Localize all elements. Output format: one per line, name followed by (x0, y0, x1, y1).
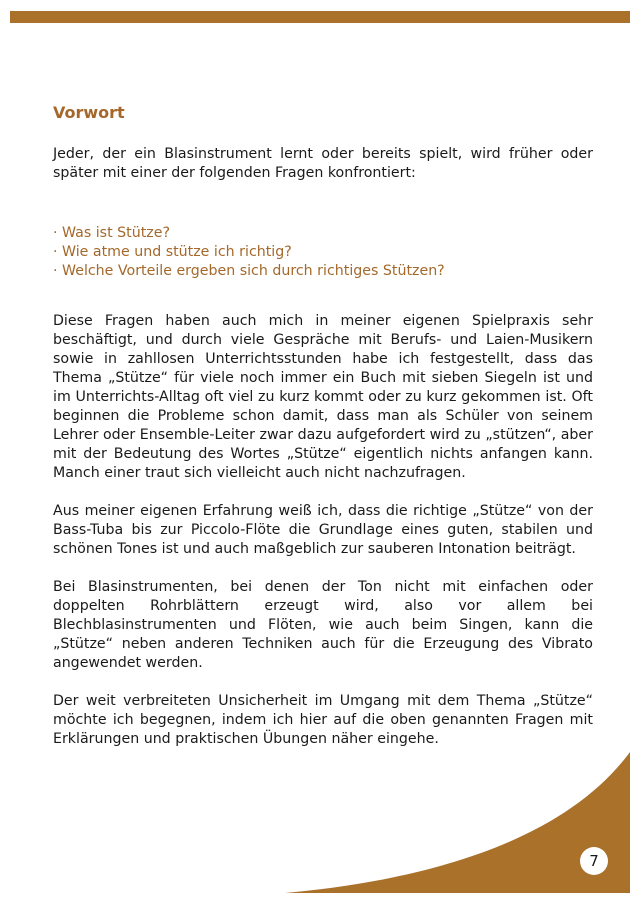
question-item: · Was ist Stütze? (53, 225, 170, 241)
question-item: · Wie atme und stütze ich richtig? (53, 244, 292, 260)
page-title: Vorwort (53, 103, 125, 122)
question-item: · Welche Vorteile ergeben sich durch richtiges Stützen? (53, 263, 445, 279)
body-paragraph: Bei Blasinstrumenten, bei denen der Ton nicht mit einfachen oder doppelten Rohrblättern erzeugt wird, also vor allem bei Blechblasinstrumenten und Flöten, wie auch beim Singen, kann die „Stütze“ neben anderen Techniken auch für die Erzeugung des Vibrato angewendet werden. (53, 579, 593, 671)
body-paragraph: Der weit verbreiteten Unsicherheit im Umgang mit dem Thema „Stütze“ möchte ich begegnen, indem ich hier auf die oben genannten Fragen mit Erklärungen und praktischen Übungen näher eingehe. (53, 693, 593, 747)
body-paragraph: Diese Fragen haben auch mich in meiner eigenen Spielpraxis sehr beschäftigt, und durch viele Gespräche mit Berufs- und Laien-Musikern sowie in zahllosen Unterrichtsstunden habe ich festgestellt, dass das Thema „Stütze“ für viele noch immer ein Buch mit sieben Siegeln ist und im Unterrichts-Alltag oft viel zu kurz kommt oder zu kurz gekommen ist. Oft beginnen die Probleme schon damit, dass man als Schüler von seinem Lehrer oder Ensemble-Leiter zwar dazu aufgefordert wird zu „stützen“, aber mit der Bedeutung des Wortes „Stütze“ eigentlich nichts anfangen kann. Manch einer traut sich vielleicht auch nicht nachzufragen. (53, 313, 593, 481)
page-number: 7 (580, 847, 608, 875)
intro-paragraph: Jeder, der ein Blasinstrument lernt oder bereits spielt, wird früher oder später mit einer der folgenden Fragen konfrontiert: (53, 146, 593, 181)
body-paragraph: Aus meiner eigenen Erfahrung weiß ich, dass die richtige „Stütze“ von der Bass-Tuba bis zur Piccolo-Flöte die Grundlage eines guten, stabilen und schönen Tones ist und auch maßgeblich zur sauberen Intonation beiträgt. (53, 503, 593, 557)
